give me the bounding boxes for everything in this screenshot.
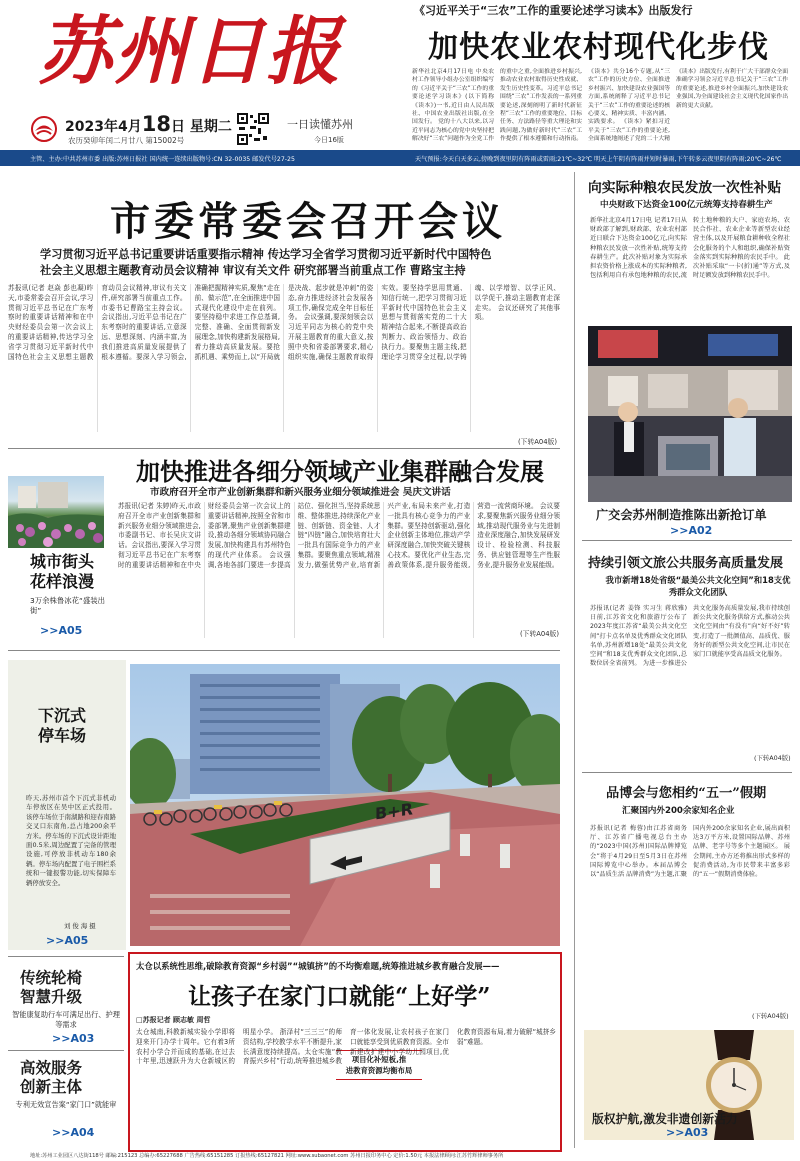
- top-story-text: 新华社北京4月17日电 中央农村工作领导小组办公室组织编写的《习近平关于“三农”工作的重要论述学习读本》(以下简称《读本》)一书,近日由人民出版社、中国农业出版社出版,在全国发行。 党的十八大以来,以习近平同志为核心的党中央坚持把解决好“三农”问题作为全党工作的重中之重,全面推进乡村振兴,推动农业农村取得历史性成就、发生历史性变革。习近平总书记围绕“三农”工作发表的一系列重要论述,深刻阐明了新时代新征程“三农”工作的重要地位、目标任务、方法路径等重大理论和实践问题,为做好新时代“三农”工作提供了根本遵循和行动指南。《读本》共分16个专题,从“三农”工作的历史方位、全面推进乡村振兴、加快建设农业强国等方面,系统阐释了习近平总书记关于“三农”工作的重要论述的核心要义、精神实质、丰富内涵、实践要求。 《读本》紧扣习近平关于“三农”工作的重要论述,全面系统地阐述了党的二十大精: [412, 69, 670, 143]
- lead-headline: 市委常委会召开会议: [110, 198, 506, 245]
- culture-subhead: 我市新增18处省级“最美公共文化空间”和18支优秀群众文化团队: [605, 575, 791, 597]
- parking-ref[interactable]: >>A05: [46, 934, 89, 947]
- grain-text: 新华社北京4月17日电 记者17日从财政部了解到,财政部、农业农村部近日联合下达资金100亿元,向实际种粮农民发放一次性补贴,统筹支持春耕生产。此次补贴对象为实际承担农资价格上涨成本的实际种粮者,包括利用自有承包地种粮的农民,流转土地种粮的大户、家庭农场、农民合作社、农业企业等新型农业经营主体,以及开展粮食耕种收全程社会化服务的个人和组织,确保补贴资金落实到实际种粮的农民手中。 此次补贴采取“一卡(折)通”等方式,及时足额发放到种粮农民手中。: [590, 217, 790, 280]
- top-headline: 加快农业农村现代化步伐: [428, 30, 769, 65]
- service-title-line1: 高效服务: [20, 1058, 83, 1077]
- education-headline: 让孩子在家门口就能“上好学”: [188, 983, 491, 1010]
- street-teaser-ref[interactable]: >>A05: [40, 624, 83, 637]
- wheelchair-teaser: [8, 960, 126, 1046]
- newspaper-logo-icon: [30, 116, 58, 142]
- may-headline: 品博会与您相约“五一”假期: [606, 786, 767, 801]
- expo-ref[interactable]: >>A02: [670, 524, 713, 537]
- divider: [8, 956, 124, 957]
- street-teaser-title: [30, 552, 94, 592]
- parking-teaser: [8, 660, 126, 950]
- lead-subhead-2: 社会主义思想主题教育动员会议精神 审议有关文件 研究部署当前重点工作 曹路宝主持: [40, 264, 466, 277]
- service-title: [20, 1058, 82, 1096]
- page-count: 今日16版: [314, 136, 344, 144]
- street-teaser-title-line2: 花样浪漫: [30, 572, 95, 591]
- grain-headline: 向实际种粮农民发放一次性补贴: [588, 180, 782, 196]
- expo-photo: [588, 326, 792, 502]
- lead-subhead-1: 学习贯彻习近平总书记重要讲话重要指示精神 传达学习全省学习贯彻习近平新时代中国特色: [40, 248, 492, 261]
- education-story-box: [128, 952, 562, 1152]
- may-text: 苏报讯(记者 梅蓉)由江苏省商务厅、江苏省广播电视总台主办的“2023中国(苏州)国际品牌博览会”将于4月29日至5月3日在苏州国际博览中心举办。本届品博会以“品质生活 品牌消费”为主题,汇聚国内外200余家知名企业,展出面积达3万平方米,设置国际品牌、苏州品牌、老字号等多个主题展区。 展会期间,主办方还将推出形式多样的促消费活动,为市民带来丰富多彩的“五一”假期消费体验。: [590, 825, 790, 879]
- grain-subhead: 中央财政下达资金100亿元统筹支持春耕生产: [600, 200, 773, 210]
- culture-continued: (下转A04版): [754, 754, 791, 762]
- weather-forecast: 天气预报:今天白天多云,傍晚到夜里阴有阵雨或雷雨;21℃~32℃ 明天上午阴有阵雨并短时暴雨,下午转多云夜里阴有阵雨;20℃~26℃: [415, 155, 782, 163]
- divider: [582, 772, 792, 773]
- lead-story-text: 苏报讯(记者 赵焱 彭也凝)昨天,市委常委会召开会议,学习贯彻习近平总书记在广东考察时的重要讲话精神和在中央财经委员会第一次会议上的重要讲话精神,传达学习全省学习贯彻习近平新时代中国特色社会主义思想主题教育动员会议精神,审议有关文件,研究部署当前重点工作。市委书记曹路宝主持会议。 会议指出,习近平总书记在广东考察时的重要讲话,立意深远、思想深刻、内涵丰富,为我们推进高质量发展提供了根本遵循。要深入学习领会,准确把握精神实质,聚焦“走在前、做示范”,在全面推进中国式现代化建设中走在前列。要坚持稳中求进工作总基调,完整、准确、全面贯彻新发展理念,加快构建新发展格局,着力推动高质量发展。要抢抓机遇、乘势而上,以“开局就是决战、起步就是冲刺”的姿态,奋力推进经济社会发展各项工作,确保完成全年目标任务。 会议强调,要深刻领会以习近平同志为核心的党中央开展主题教育的重大意义,按照中央和省委部署要求,精心组织实施,确保主题教育取得实效。要坚持学思用贯通、知信行统一,把学习贯彻习近平新时代中国特色社会主义思想与贯彻落实党的二十大精神结合起来,不断提高政治判断力、政治领悟力、政治执行力。要聚焦主题主线,把理论学习贯穿全过程,以学铸魂、以学增智、以学正风、以学促干,推动主题教育走深走实。 会议还研究了其他事项。: [8, 284, 560, 361]
- divider: [8, 1050, 124, 1051]
- wheelchair-title-line2: 智慧升级: [20, 987, 83, 1006]
- top-banner: 《习近平关于“三农”工作的重要论述学习读本》出版发行: [414, 4, 693, 17]
- parking-title-line2: 停车场: [38, 726, 87, 745]
- education-byline: □苏报记者 顾志敏 周哲: [136, 1016, 211, 1024]
- education-inset-line2: 进教育资源均衡布局: [345, 1066, 413, 1075]
- column-divider: [574, 172, 575, 1148]
- heritage-caption: 版权护航,激发非遗创新活力: [592, 1112, 738, 1126]
- parking-title: [38, 706, 86, 746]
- street-teaser-sub: 3万余株鲁冰花“盛装出街”: [30, 596, 106, 615]
- divider: [8, 448, 560, 449]
- parking-photo: [130, 664, 560, 946]
- masthead: [0, 0, 800, 150]
- issue-date: 2023年4月18日 星期二: [65, 112, 232, 136]
- parking-photo-credit: 刘 俊 海 摄: [64, 922, 96, 930]
- parking-text: 昨天,苏州市首个下沉式非机动车停放区在吴中区正式投用。 该停车场位于南湖路和迎春南路交叉口东南角,总占地200余平方米。停车场的下沉式设计距地面0.5米,周边配置了完备的管理设施,可停放非机动车180余辆。停车场内配置了电子围栏系统和一键报警功能,切实保障车辆停放安全。: [26, 794, 116, 887]
- street-teaser-title-line1: 城市街头: [30, 552, 95, 571]
- culture-headline: 持续引领文旅公共服务高质量发展: [588, 556, 784, 571]
- qr-code-icon[interactable]: [236, 112, 270, 146]
- second-headline: 加快推进各细分领域产业集群融合发展: [136, 457, 544, 486]
- flower-photo: [8, 476, 104, 548]
- wheelchair-sub: 智能康复助行车可满足出行、护理等需求: [12, 1010, 120, 1029]
- culture-text: 苏报讯(记者 姜锋 实习生 蒋欣雅)日前,江苏省文化和旅游厅公布了2023年度江苏省“最美公共文化空间”打卡点名单及优秀群众文化团队名单,苏州新增18处“最美公共文化空间”和18支优秀群众文化团队,总数位居全省前列。 为进一步推进公共文化服务高质量发展,我市持续创新公共文化服务供给方式,推动公共文化空间由“有没有”向“好不好”转变,打造了一批颜值高、品质优、服务好的新型公共文化空间,让市民在家门口就能享受高品质文化服务。: [590, 605, 790, 668]
- info-bar: [0, 150, 800, 166]
- publisher-info: 主管、主办:中共苏州市委 出版:苏州日报社 国内统一连续出版物号:CN 32-0035 邮发代号27-25: [30, 155, 295, 163]
- wheelchair-title: [20, 968, 82, 1006]
- masthead-slogan: 一日读懂苏州: [287, 118, 353, 131]
- expo-caption: 广交会苏州制造推陈出新抢订单: [596, 508, 767, 522]
- masthead-title: 苏州日报: [38, 9, 342, 95]
- divider: [582, 540, 792, 541]
- wheelchair-ref[interactable]: >>A03: [52, 1032, 95, 1045]
- service-ref[interactable]: >>A04: [52, 1126, 95, 1139]
- second-continued: (下转A04版): [520, 630, 559, 638]
- svg-text:B+R: B+R: [375, 799, 413, 824]
- may-subhead: 汇聚国内外200余家知名企业: [622, 806, 735, 816]
- second-subhead: 市政府召开全市产业创新集群和新兴服务业细分领域推进会 吴庆文讲话: [150, 487, 451, 498]
- wheelchair-title-line1: 传统轮椅: [20, 968, 83, 987]
- divider: [8, 650, 560, 651]
- footer: 地址:苏州工业园区八达街118号 邮编:215123 总编办:65227688 广告热线:65151285 订报热线:65127821 网址:www.subaonet.com 苏州日报印务中心 定价:1.50元 本报法律顾问:江苏竹辉律师事务所: [30, 1153, 504, 1159]
- education-kicker: 太仓以系统性思维,破除教育资源“乡村弱”“城镇挤”的不均衡难题,统筹推进城乡教育融合发展——: [136, 961, 500, 971]
- education-text: 太仓城南,科教新城实验小学即将迎来开门办学十周年。它有着3所农村小学合并而成的基础,在过去十年里,迅速跃升为大仓新城区的明星小学。 浙泽村“三三三”的师资结构,学校教学水平不断提升,家长满意度持续提高。太仓实施“教育振兴乡村”行动,统筹推进城乡教育一体化发展,让农村孩子在家门口就能享受到优质教育资源。全市新建改扩建中小学幼儿园项目,优化教育资源布局,着力破解“城挤乡弱”难题。: [136, 1028, 556, 1066]
- may-continued: (下转A04版): [752, 1012, 789, 1020]
- parking-title-line1: 下沉式: [38, 706, 87, 725]
- lead-continued: (下转A04版): [518, 438, 557, 446]
- service-title-line2: 创新主体: [20, 1077, 83, 1096]
- education-inset-line1: 项目化补短板,推: [351, 1055, 407, 1064]
- heritage-ref[interactable]: >>A03: [666, 1126, 709, 1139]
- lunar-date: 农历癸卯年闰二月廿八 第15002号: [68, 136, 185, 145]
- second-story-text: 苏报讯(记者 朱婷)昨天,市政府召开全市产业创新集群和新兴服务业细分领域推进会,市委副书记、市长吴庆文讲话。会议指出,要深入学习贯彻习近平总书记在广东考察时的重要讲话精神和在中央财经委员会第一次会议上的重要讲话精神,按照全省和市委部署,聚焦产业创新集群建设,推动各细分领域协同融合发展,加快构建具有苏州特色的现代产业体系。 会议强调,各地各部门要进一步提高站位、强化担当,坚持系统思维、整体推进,持续深化产业链、创新链、资金链、人才链“四链”融合,加快培育壮大一批具有国际竞争力的产业集群。要聚焦重点领域,精准发力,做强优势产业,培育新兴产业,布局未来产业,打造一批具有核心竞争力的产业集群。要坚持创新驱动,强化企业创新主体地位,推动产学研深度融合,加快突破关键核心技术。要优化产业生态,完善政策体系,提升服务能级,营造一流营商环境。 会议要求,要聚焦新兴服务业细分领域,推动现代服务业与先进制造业深度融合,加快发展研发设计、检验检测、科技服务、供应链管理等生产性服务业,提升服务业发展能级。: [118, 502, 560, 569]
- service-teaser: [8, 1052, 126, 1142]
- top-story-text-end: 《读本》出版发行,有利于广大干部群众全面准确学习领会习近平总书记关于“三农”工作的重要论述,推进乡村全面振兴,加快建设农业强国,为全面建设社会主义现代化国家作出新的更大贡献。: [676, 69, 788, 109]
- service-sub: 专利无效宣告案“家门口”就能审: [15, 1100, 117, 1109]
